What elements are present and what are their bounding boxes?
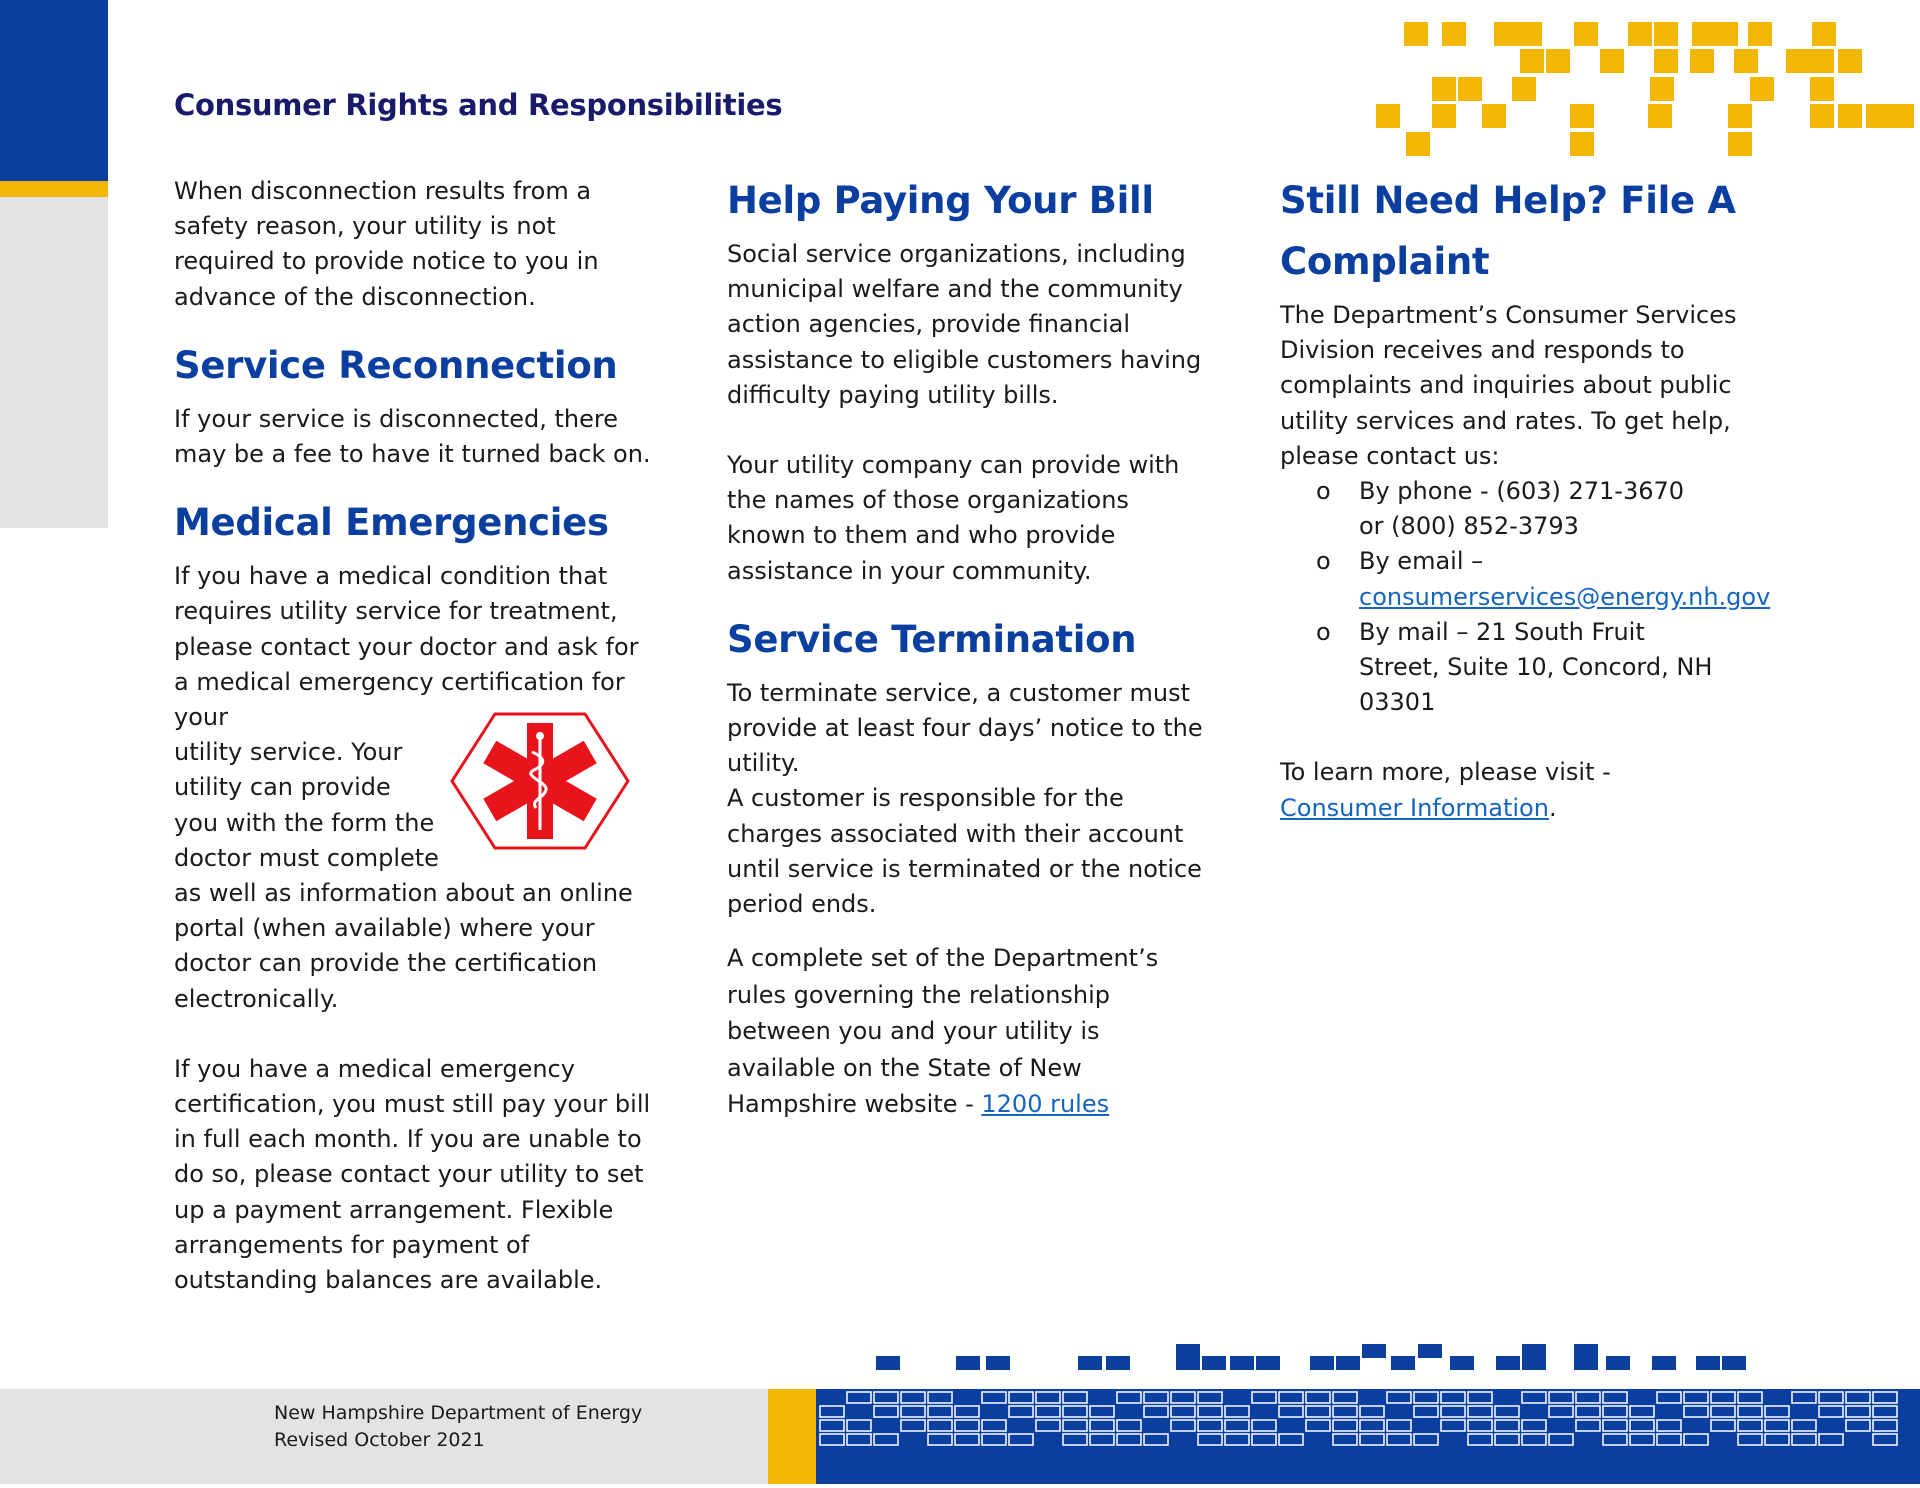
contact-email-text: By email – [1359,547,1484,576]
contact-phone [1280,474,1800,544]
grid-cell [1387,1434,1411,1445]
grid-cell [1522,1420,1546,1431]
grid-cell [1630,1406,1654,1417]
grid-cell [1765,1434,1789,1445]
gold-block [1432,104,1456,128]
grid-cell [982,1420,1006,1431]
grid-cell [901,1406,925,1417]
gold-block [1600,49,1624,73]
gold-block [1748,22,1772,46]
file-complaint-heading: Still Need Help? File A Complaint [1280,179,1736,283]
grid-cell [1171,1406,1195,1417]
gold-block [1648,104,1672,128]
star-of-life-icon [450,712,630,850]
grid-cell [1468,1392,1492,1403]
grid-cell [1468,1434,1492,1445]
grid-cell [847,1392,871,1403]
grid-cell [1684,1434,1708,1445]
grid-cell [1198,1420,1222,1431]
grid-cell [1549,1392,1573,1403]
learn-more-text [1280,755,1740,825]
grid-cell [1792,1392,1816,1403]
grid-cell [1765,1406,1789,1417]
blue-block [1450,1356,1474,1370]
contact-list [1280,474,1800,720]
gold-block [1376,104,1400,128]
grid-cell [1117,1420,1141,1431]
grid-cell [1738,1420,1762,1431]
column-3 [1280,174,1800,826]
gold-block [1458,77,1482,101]
gold-block [1570,104,1594,128]
grid-cell [1063,1420,1087,1431]
grid-cell [1414,1406,1438,1417]
gold-block-pattern [1370,22,1920,167]
grid-cell [901,1392,925,1403]
footer-grid-graphic [816,1336,1920,1484]
grid-cell [1549,1406,1573,1417]
grid-cell [1441,1392,1465,1403]
grid-cell [1495,1434,1519,1445]
left-gray-bar [0,197,108,528]
gold-block [1650,77,1674,101]
grid-cell [874,1392,898,1403]
grid-cell [1144,1434,1168,1445]
gold-block [1786,49,1810,73]
grid-cell [1225,1420,1249,1431]
grid-cell [1522,1392,1546,1403]
rules-link[interactable]: 1200 rules [981,1090,1110,1119]
blue-block [956,1356,980,1370]
grid-cell [1009,1392,1033,1403]
grid-cell [820,1434,844,1445]
gold-block [1812,22,1836,46]
grid-cell [1711,1392,1735,1403]
grid-cell [901,1420,925,1431]
consumer-information-link[interactable]: Consumer Information [1280,793,1549,822]
blue-block [1522,1356,1546,1370]
grid-cell [1657,1420,1681,1431]
blue-block [1336,1356,1360,1370]
gold-block [1750,77,1774,101]
gold-block [1518,22,1542,46]
grid-cell [1711,1420,1735,1431]
grid-cell [928,1406,952,1417]
blue-block [1418,1344,1442,1358]
utility-organizations-text: Your utility company can provide with the names of those organizations known to them and who provide assistance in your community. [727,451,1180,585]
gold-block [1404,22,1428,46]
grid-cell [1630,1434,1654,1445]
grid-cell [1252,1420,1276,1431]
grid-cell [1225,1406,1249,1417]
blue-block [1391,1356,1415,1370]
footer-text [274,1400,642,1454]
grid-cell [1738,1434,1762,1445]
blue-block [1230,1356,1254,1370]
grid-cell [1441,1406,1465,1417]
gold-block [1838,49,1862,73]
gold-block [1432,77,1456,101]
help-paying-heading: Help Paying Your Bill [727,179,1154,222]
grid-cell [1306,1406,1330,1417]
footer-revised-date: Revised October 2021 [274,1429,485,1451]
grid-cell [1198,1434,1222,1445]
grid-cell [1117,1434,1141,1445]
gold-block [1728,132,1752,156]
grid-cell [1360,1406,1384,1417]
medical-emergencies-text-c: as well as information about an online portal (when available) where your doctor can provide the certification electronically. [174,879,633,1013]
gold-block [1866,104,1890,128]
blue-block [1574,1344,1598,1358]
grid-cell [1441,1420,1465,1431]
blue-block [1722,1356,1746,1370]
grid-cell [1171,1420,1195,1431]
blue-block [1362,1344,1386,1358]
blue-block [1522,1344,1546,1358]
gold-block [1890,104,1914,128]
left-gold-bar [0,181,108,197]
grid-cell [1225,1434,1249,1445]
grid-cell [1252,1434,1276,1445]
grid-cell [1468,1420,1492,1431]
column-2 [727,174,1207,1123]
grid-cell [1414,1392,1438,1403]
grid-cell [820,1420,844,1431]
gold-block [1574,22,1598,46]
grid-cell [1198,1406,1222,1417]
grid-cell [1603,1406,1627,1417]
bullet-icon: o [1316,617,1331,646]
footer-department: New Hampshire Department of Energy [274,1402,643,1424]
email-link[interactable]: consumerservices@energy.nh.gov [1359,582,1771,611]
grid-cell [928,1420,952,1431]
blue-block [1256,1356,1280,1370]
grid-cell [1819,1434,1843,1445]
grid-cell [1873,1392,1897,1403]
grid-cell [1657,1392,1681,1403]
grid-cell [1819,1392,1843,1403]
grid-cell [1117,1392,1141,1403]
gold-block [1654,22,1678,46]
learn-more-label: To learn more, please visit - [1280,758,1611,787]
grid-cell [928,1392,952,1403]
blue-block [986,1356,1010,1370]
grid-cell [1009,1434,1033,1445]
grid-cell [955,1434,979,1445]
medical-emergencies-text-b: utility service. Your utility can provide you with the form the doctor must complete [174,738,439,872]
grid-cell [1846,1406,1870,1417]
contact-mail [1280,615,1800,721]
footer-gold-bar [768,1389,816,1484]
gold-block [1628,22,1652,46]
grid-cell [874,1434,898,1445]
grid-cell [847,1434,871,1445]
blue-block [1496,1356,1520,1370]
bullet-icon: o [1316,547,1331,576]
disconnection-safety-text: When disconnection results from a safety reason, your utility is not required to provide notice to you in advance of the disconnection. [174,177,599,311]
grid-cell [1198,1392,1222,1403]
grid-cell [1873,1434,1897,1445]
contact-mail-text: By mail – 21 South Fruit Street, Suite 10, Concord, NH 03301 [1359,617,1713,717]
gold-block [1734,49,1758,73]
rules-description: A complete set of the Department’s rules governing the relationship between you and your utility is available on the State of New Hampshire website - [727,944,1159,1119]
grid-cell [1738,1406,1762,1417]
medical-certification-text: If you have a medical emergency certification, you must still pay your bill in full each month. If you are unable to do so, please contact your utility to set up a payment arrangement. Flexible arrangements for payment of outstanding balances are available. [174,1054,651,1295]
gold-block [1714,22,1738,46]
grid-cell [1360,1434,1384,1445]
blue-block [1176,1356,1200,1370]
service-termination-heading: Service Termination [727,617,1137,661]
blue-block [1652,1356,1676,1370]
grid-cell [1603,1420,1627,1431]
grid-cell [820,1406,844,1417]
grid-cell [1333,1434,1357,1445]
learn-more-end: . [1548,793,1557,822]
grid-cell [1387,1420,1411,1431]
grid-cell [1036,1392,1060,1403]
grid-cell [955,1406,979,1417]
grid-cell [1765,1420,1789,1431]
left-blue-bar [0,0,108,181]
blue-block [1310,1356,1334,1370]
grid-cell [1414,1434,1438,1445]
grid-cell [1252,1392,1276,1403]
grid-cell [1144,1406,1168,1417]
grid-cell [1522,1434,1546,1445]
grid-cell [1009,1406,1033,1417]
grid-cell [1306,1420,1330,1431]
complaint-text: The Department’s Consumer Services Division receives and responds to complaints and inquiries about public utility services and rates. To get help, please contact us: [1280,301,1737,470]
medical-emergencies-heading: Medical Emergencies [174,501,609,545]
blue-block [1176,1344,1200,1358]
grid-cell [1792,1420,1816,1431]
gold-block [1838,104,1862,128]
blue-block [1696,1356,1720,1370]
grid-cell [1495,1420,1519,1431]
help-paying-text: Social service organizations, including municipal welfare and the community action agencies, provide financial assistance to eligible customers having difficulty paying utility bills. [727,240,1202,409]
blue-block [1606,1356,1630,1370]
grid-cell [1090,1406,1114,1417]
gold-block [1570,132,1594,156]
blue-block [1574,1356,1598,1370]
grid-cell [1090,1420,1114,1431]
rules-text [727,940,1207,1123]
grid-cell [1333,1406,1357,1417]
gold-block [1810,104,1834,128]
grid-cell [1576,1392,1600,1403]
termination-charges-text: A customer is responsible for the charges associated with their account until service is terminated or the notice period ends. [727,784,1202,919]
grid-cell [1630,1420,1654,1431]
grid-cell [1684,1406,1708,1417]
grid-cell [847,1420,871,1431]
grid-cell [1549,1434,1573,1445]
grid-cell [1603,1434,1627,1445]
grid-cell [1279,1392,1303,1403]
grid-cell [982,1392,1006,1403]
blue-block [1106,1356,1130,1370]
grid-cell [1576,1420,1600,1431]
grid-cell [1333,1420,1357,1431]
grid-cell [1036,1420,1060,1431]
grid-cell [1792,1434,1816,1445]
service-reconnection-heading: Service Reconnection [174,343,618,387]
grid-cell [1063,1406,1087,1417]
gold-block [1728,104,1752,128]
grid-cell [1387,1392,1411,1403]
gold-block [1810,49,1834,73]
grid-cell [1846,1392,1870,1403]
bullet-icon: o [1316,477,1331,506]
grid-cell [1738,1392,1762,1403]
grid-cell [1873,1406,1897,1417]
blue-block [1078,1356,1102,1370]
gold-block [1442,22,1466,46]
contact-email [1280,544,1800,614]
grid-cell [1711,1406,1735,1417]
grid-cell [1144,1392,1168,1403]
grid-cell [874,1406,898,1417]
gold-block [1406,132,1430,156]
grid-cell [1495,1406,1519,1417]
grid-cell [982,1434,1006,1445]
grid-cell [1657,1434,1681,1445]
grid-cell [928,1434,952,1445]
grid-cell [1846,1420,1870,1431]
blue-block [1202,1356,1226,1370]
gold-block [1494,22,1518,46]
service-reconnection-text: If your service is disconnected, there may be a fee to have it turned back on. [174,404,651,469]
gold-block [1482,104,1506,128]
grid-cell [1333,1392,1357,1403]
grid-cell [1279,1434,1303,1445]
grid-cell [1468,1406,1492,1417]
gold-block [1692,22,1716,46]
gold-block [1690,49,1714,73]
grid-cell [1576,1406,1600,1417]
grid-cell [1819,1406,1843,1417]
gold-block [1520,49,1544,73]
grid-cell [1684,1392,1708,1403]
medical-emergencies-text-a: If you have a medical condition that requires utility service for treatment, please contact your doctor and ask for a medical emergency certification for your [174,562,639,732]
grid-cell [1360,1420,1384,1431]
grid-cell [1063,1434,1087,1445]
grid-cell [1171,1392,1195,1403]
gold-block [1654,49,1678,73]
grid-cell [1279,1406,1303,1417]
grid-cell [1090,1434,1114,1445]
gold-block [1546,49,1570,73]
contact-phone-text: By phone - (603) 271-3670 or (800) 852-3793 [1359,477,1685,541]
gold-block [1512,77,1536,101]
grid-cell [1306,1392,1330,1403]
grid-cell [1036,1406,1060,1417]
grid-cell [955,1420,979,1431]
grid-cell [1603,1392,1627,1403]
footer-block-pattern [816,1336,1920,1484]
page-title: Consumer Rights and Responsibilities [174,88,783,122]
grid-cell [1873,1420,1897,1431]
gold-block [1810,77,1834,101]
grid-cell [1063,1392,1087,1403]
blue-block [876,1356,900,1370]
termination-notice-text: To terminate service, a customer must provide at least four days’ notice to the utility. [727,678,1203,778]
